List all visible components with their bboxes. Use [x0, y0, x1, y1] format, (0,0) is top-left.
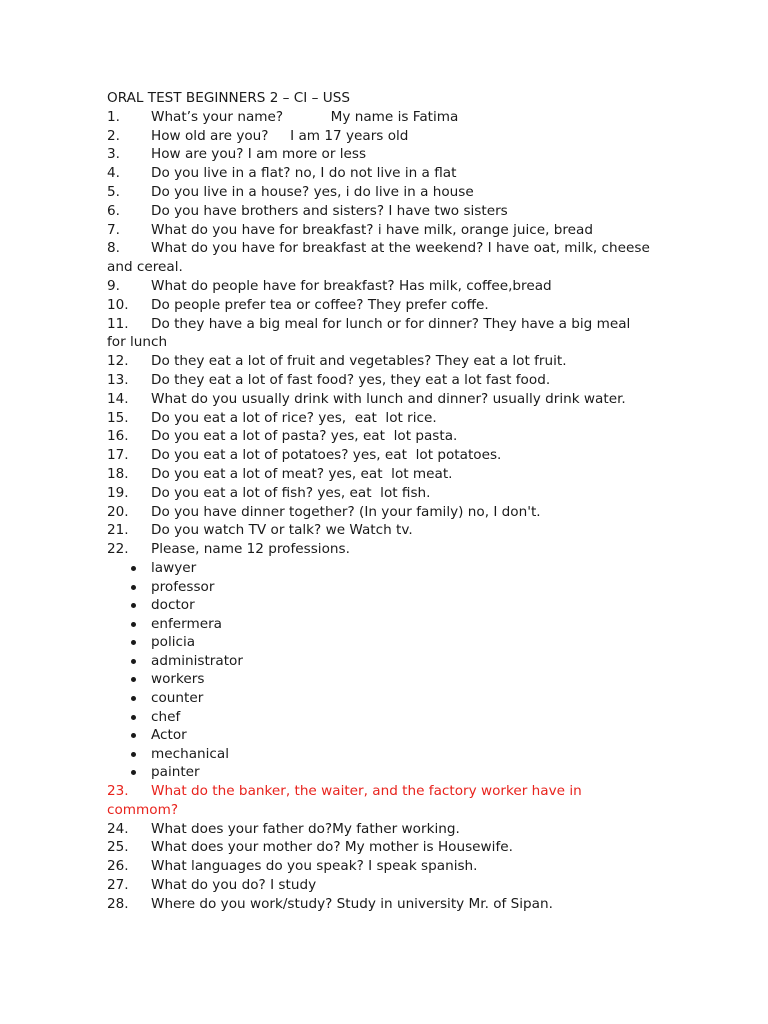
question-text: Do they have a big meal for lunch or for dinner? They have a big meal — [151, 315, 631, 332]
question-text: Please, name 12 professions. — [151, 541, 350, 558]
question-number: 23. — [107, 783, 129, 800]
question-text: What do you have for breakfast? i have milk, orange juice, bread — [151, 221, 593, 238]
profession-item — [107, 596, 667, 615]
question-number: 7. — [107, 221, 120, 238]
question-item — [107, 503, 667, 522]
question-item — [107, 315, 667, 353]
question-item — [107, 484, 667, 503]
question-number: 22. — [107, 541, 129, 558]
question-item — [107, 277, 667, 296]
question-item — [107, 838, 667, 857]
bullet-icon — [131, 603, 136, 608]
profession-label: chef — [151, 708, 181, 725]
question-item — [107, 521, 667, 540]
question-item — [107, 221, 667, 240]
question-number: 18. — [107, 465, 129, 482]
question-text: Do they eat a lot of fruit and vegetables? They eat a lot fruit. — [151, 353, 567, 370]
question-number: 26. — [107, 858, 129, 875]
question-number: 8. — [107, 240, 120, 257]
question-item — [107, 876, 667, 895]
profession-label: mechanical — [151, 745, 229, 762]
question-item — [107, 145, 667, 164]
question-number: 25. — [107, 839, 129, 856]
bullet-icon — [131, 659, 136, 664]
profession-label: painter — [151, 764, 200, 781]
question-item — [107, 820, 667, 839]
bullet-icon — [131, 696, 136, 701]
question-item — [107, 127, 667, 146]
question-text: What do you usually drink with lunch and dinner? usually drink water. — [151, 390, 626, 407]
question-text: How old are you? I am 17 years old — [151, 127, 409, 144]
question-number: 14. — [107, 390, 129, 407]
question-number: 10. — [107, 296, 129, 313]
profession-label: doctor — [151, 597, 195, 614]
question-number: 20. — [107, 503, 129, 520]
profession-item — [107, 763, 667, 782]
question-item — [107, 108, 667, 127]
question-item — [107, 371, 667, 390]
profession-label: administrator — [151, 652, 243, 669]
question-text: What does your father do?My father working. — [151, 820, 460, 837]
question-number: 19. — [107, 484, 129, 501]
question-text: Do you eat a lot of rice? yes, eat lot rice. — [151, 409, 437, 426]
question-item — [107, 427, 667, 446]
document-page — [107, 89, 667, 914]
question-text: What do people have for breakfast? Has milk, coffee,bread — [151, 277, 552, 294]
question-text: Do they eat a lot of fast food? yes, they eat a lot fast food. — [151, 371, 551, 388]
question-text: Do you eat a lot of potatoes? yes, eat lot potatoes. — [151, 447, 502, 464]
question-text: Do you live in a flat? no, I do not live in a flat — [151, 165, 457, 182]
bullet-icon — [131, 715, 136, 720]
question-item — [107, 465, 667, 484]
question-item — [107, 895, 667, 914]
profession-item — [107, 745, 667, 764]
profession-label: workers — [151, 671, 205, 688]
bullet-icon — [131, 770, 136, 775]
document-title: ORAL TEST BEGINNERS 2 – CI – USS — [107, 90, 350, 106]
question-number: 5. — [107, 183, 120, 200]
bullet-icon — [131, 640, 136, 645]
question-number: 9. — [107, 277, 120, 294]
profession-item — [107, 633, 667, 652]
question-text: What do you do? I study — [151, 877, 317, 894]
question-number: 27. — [107, 877, 129, 894]
question-text: Do you have dinner together? (In your family) no, I don't. — [151, 503, 541, 520]
profession-label: policia — [151, 634, 196, 651]
bullet-icon — [131, 733, 136, 738]
question-item — [107, 164, 667, 183]
profession-label: Actor — [151, 727, 187, 744]
question-text: Do you eat a lot of fish? yes, eat lot fish. — [151, 484, 431, 501]
question-number: 16. — [107, 428, 129, 445]
bullet-icon — [131, 622, 136, 627]
question-item — [107, 183, 667, 202]
profession-label: professor — [151, 578, 215, 595]
question-text: Do you live in a house? yes, i do live in a house — [151, 183, 474, 200]
question-item — [107, 857, 667, 876]
question-number: 6. — [107, 202, 120, 219]
question-text: What’s your name? My name is Fatima — [151, 108, 459, 125]
question-continuation: commom? — [107, 801, 179, 818]
question-list-a — [107, 108, 667, 559]
question-item — [107, 296, 667, 315]
profession-item — [107, 578, 667, 597]
question-text: Do you watch TV or talk? we Watch tv. — [151, 522, 413, 539]
question-number: 12. — [107, 353, 129, 370]
profession-item — [107, 615, 667, 634]
question-number: 1. — [107, 108, 120, 125]
question-list-b — [107, 820, 667, 914]
question-text: Do you eat a lot of pasta? yes, eat lot pasta. — [151, 428, 458, 445]
profession-label: counter — [151, 690, 204, 707]
question-item — [107, 446, 667, 465]
profession-item — [107, 726, 667, 745]
question-continuation: for lunch — [107, 334, 168, 351]
profession-label: enfermera — [151, 615, 223, 632]
bullet-icon — [131, 752, 136, 757]
question-text: What do the banker, the waiter, and the factory worker have in — [151, 783, 582, 800]
question-item — [107, 540, 667, 559]
question-item — [107, 390, 667, 409]
question-item — [107, 239, 667, 277]
bullet-icon — [131, 566, 136, 571]
question-number: 21. — [107, 522, 129, 539]
professions-list — [107, 559, 667, 782]
question-number: 24. — [107, 820, 129, 837]
question-text: Do you eat a lot of meat? yes, eat lot meat. — [151, 465, 453, 482]
profession-item — [107, 559, 667, 578]
question-number: 4. — [107, 165, 120, 182]
question-text: Do people prefer tea or coffee? They prefer coffe. — [151, 296, 489, 313]
highlighted-question — [107, 782, 667, 820]
question-number: 3. — [107, 146, 120, 163]
question-item — [107, 409, 667, 428]
bullet-icon — [131, 585, 136, 590]
question-number: 28. — [107, 895, 129, 912]
profession-label: lawyer — [151, 559, 197, 576]
question-text: What do you have for breakfast at the weekend? I have oat, milk, cheese — [151, 240, 650, 257]
question-number: 13. — [107, 371, 129, 388]
question-number: 2. — [107, 127, 120, 144]
question-text: Where do you work/study? Study in university Mr. of Sipan. — [151, 895, 553, 912]
question-text: What does your mother do? My mother is Housewife. — [151, 839, 513, 856]
question-item — [107, 202, 667, 221]
question-number: 17. — [107, 447, 129, 464]
profession-item — [107, 670, 667, 689]
profession-item — [107, 652, 667, 671]
question-text: What languages do you speak? I speak spanish. — [151, 858, 478, 875]
question-continuation: and cereal. — [107, 259, 183, 276]
profession-item — [107, 689, 667, 708]
question-number: 11. — [107, 315, 129, 332]
question-text: How are you? I am more or less — [151, 146, 367, 163]
bullet-icon — [131, 677, 136, 682]
question-text: Do you have brothers and sisters? I have two sisters — [151, 202, 508, 219]
question-number: 15. — [107, 409, 129, 426]
profession-item — [107, 708, 667, 727]
question-item — [107, 352, 667, 371]
